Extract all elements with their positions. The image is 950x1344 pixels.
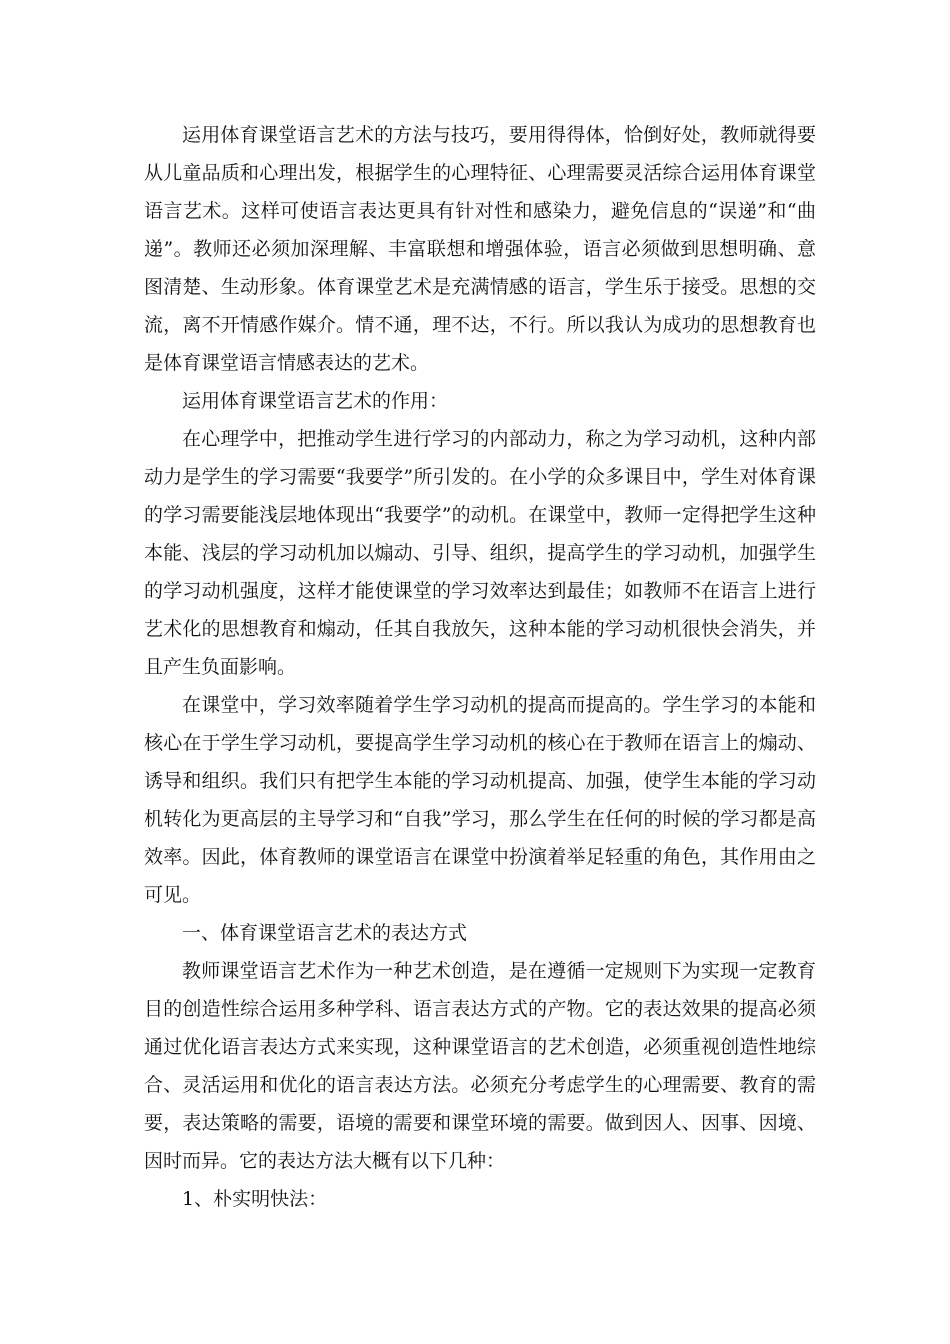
subheading-plain-method: 1、朴实明快法：: [182, 1188, 328, 1210]
paragraph-efficiency: 在课堂中，学习效率随着学生学习动机的提高而提高的。学生学习的本能和核心在于学生学习动机，要提高学生学习动机的核心在于教师在语言上的煽动、诱导和组织。我们只有把学生本能的学习动机提高、加强，使学生本能的学习动机转化为更高层的主导学习和“自我”学习，那么学生在任何的时候的学习都是高效率。因此，体育教师的课堂语言在课堂中扮演着举足轻重的角色，其作用由之可见。: [144, 694, 816, 906]
heading-role: 运用体育课堂语言艺术的作用：: [182, 390, 449, 412]
paragraph-methods: 运用体育课堂语言艺术的方法与技巧，要用得得体，恰倒好处，教师就得要从儿童品质和心理出发，根据学生的心理特征、心理需要灵活综合运用体育课堂语言艺术。这样可使语言表达更具有针对性和感染力，避免信息的“误递”和“曲递”。教师还必须加深理解、丰富联想和增强体验，语言必须做到思想明确、意图清楚、生动形象。体育课堂艺术是充满情感的语言，学生乐于接受。思想的交流，离不开情感作媒介。情不通，理不达，不行。所以我认为成功的思想教育也是体育课堂语言情感表达的艺术。: [144, 124, 816, 374]
paragraph-motivation: 在心理学中，把推动学生进行学习的内部动力，称之为学习动机，这种内部动力是学生的学习需要“我要学”所引发的。在小学的众多课目中，学生对体育课的学习需要能浅层地体现出“我要学”的动机。在课堂中，教师一定得把学生这种本能、浅层的学习动机加以煽动、引导、组织，提高学生的学习动机，加强学生的学习动机强度，这样才能使课堂的学习效率达到最佳；如教师不在语言上进行艺术化的思想教育和煽动，任其自我放矢，这种本能的学习动机很快会消失，并且产生负面影响。: [144, 428, 816, 678]
section-heading-expression: 一、体育课堂语言艺术的表达方式: [182, 922, 468, 944]
document-body: [144, 116, 816, 1218]
paragraph-expression: 教师课堂语言艺术作为一种艺术创造，是在遵循一定规则下为实现一定教育目的创造性综合运用多种学科、语言表达方式的产物。它的表达效果的提高必须通过优化语言表达方式来实现，这种课堂语言的艺术创造，必须重视创造性地综合、灵活运用和优化的语言表达方法。必须充分考虑学生的心理需要、教育的需要，表达策略的需要，语境的需要和课堂环境的需要。做到因人、因事、因境、因时而异。它的表达方法大概有以下几种：: [144, 960, 816, 1172]
